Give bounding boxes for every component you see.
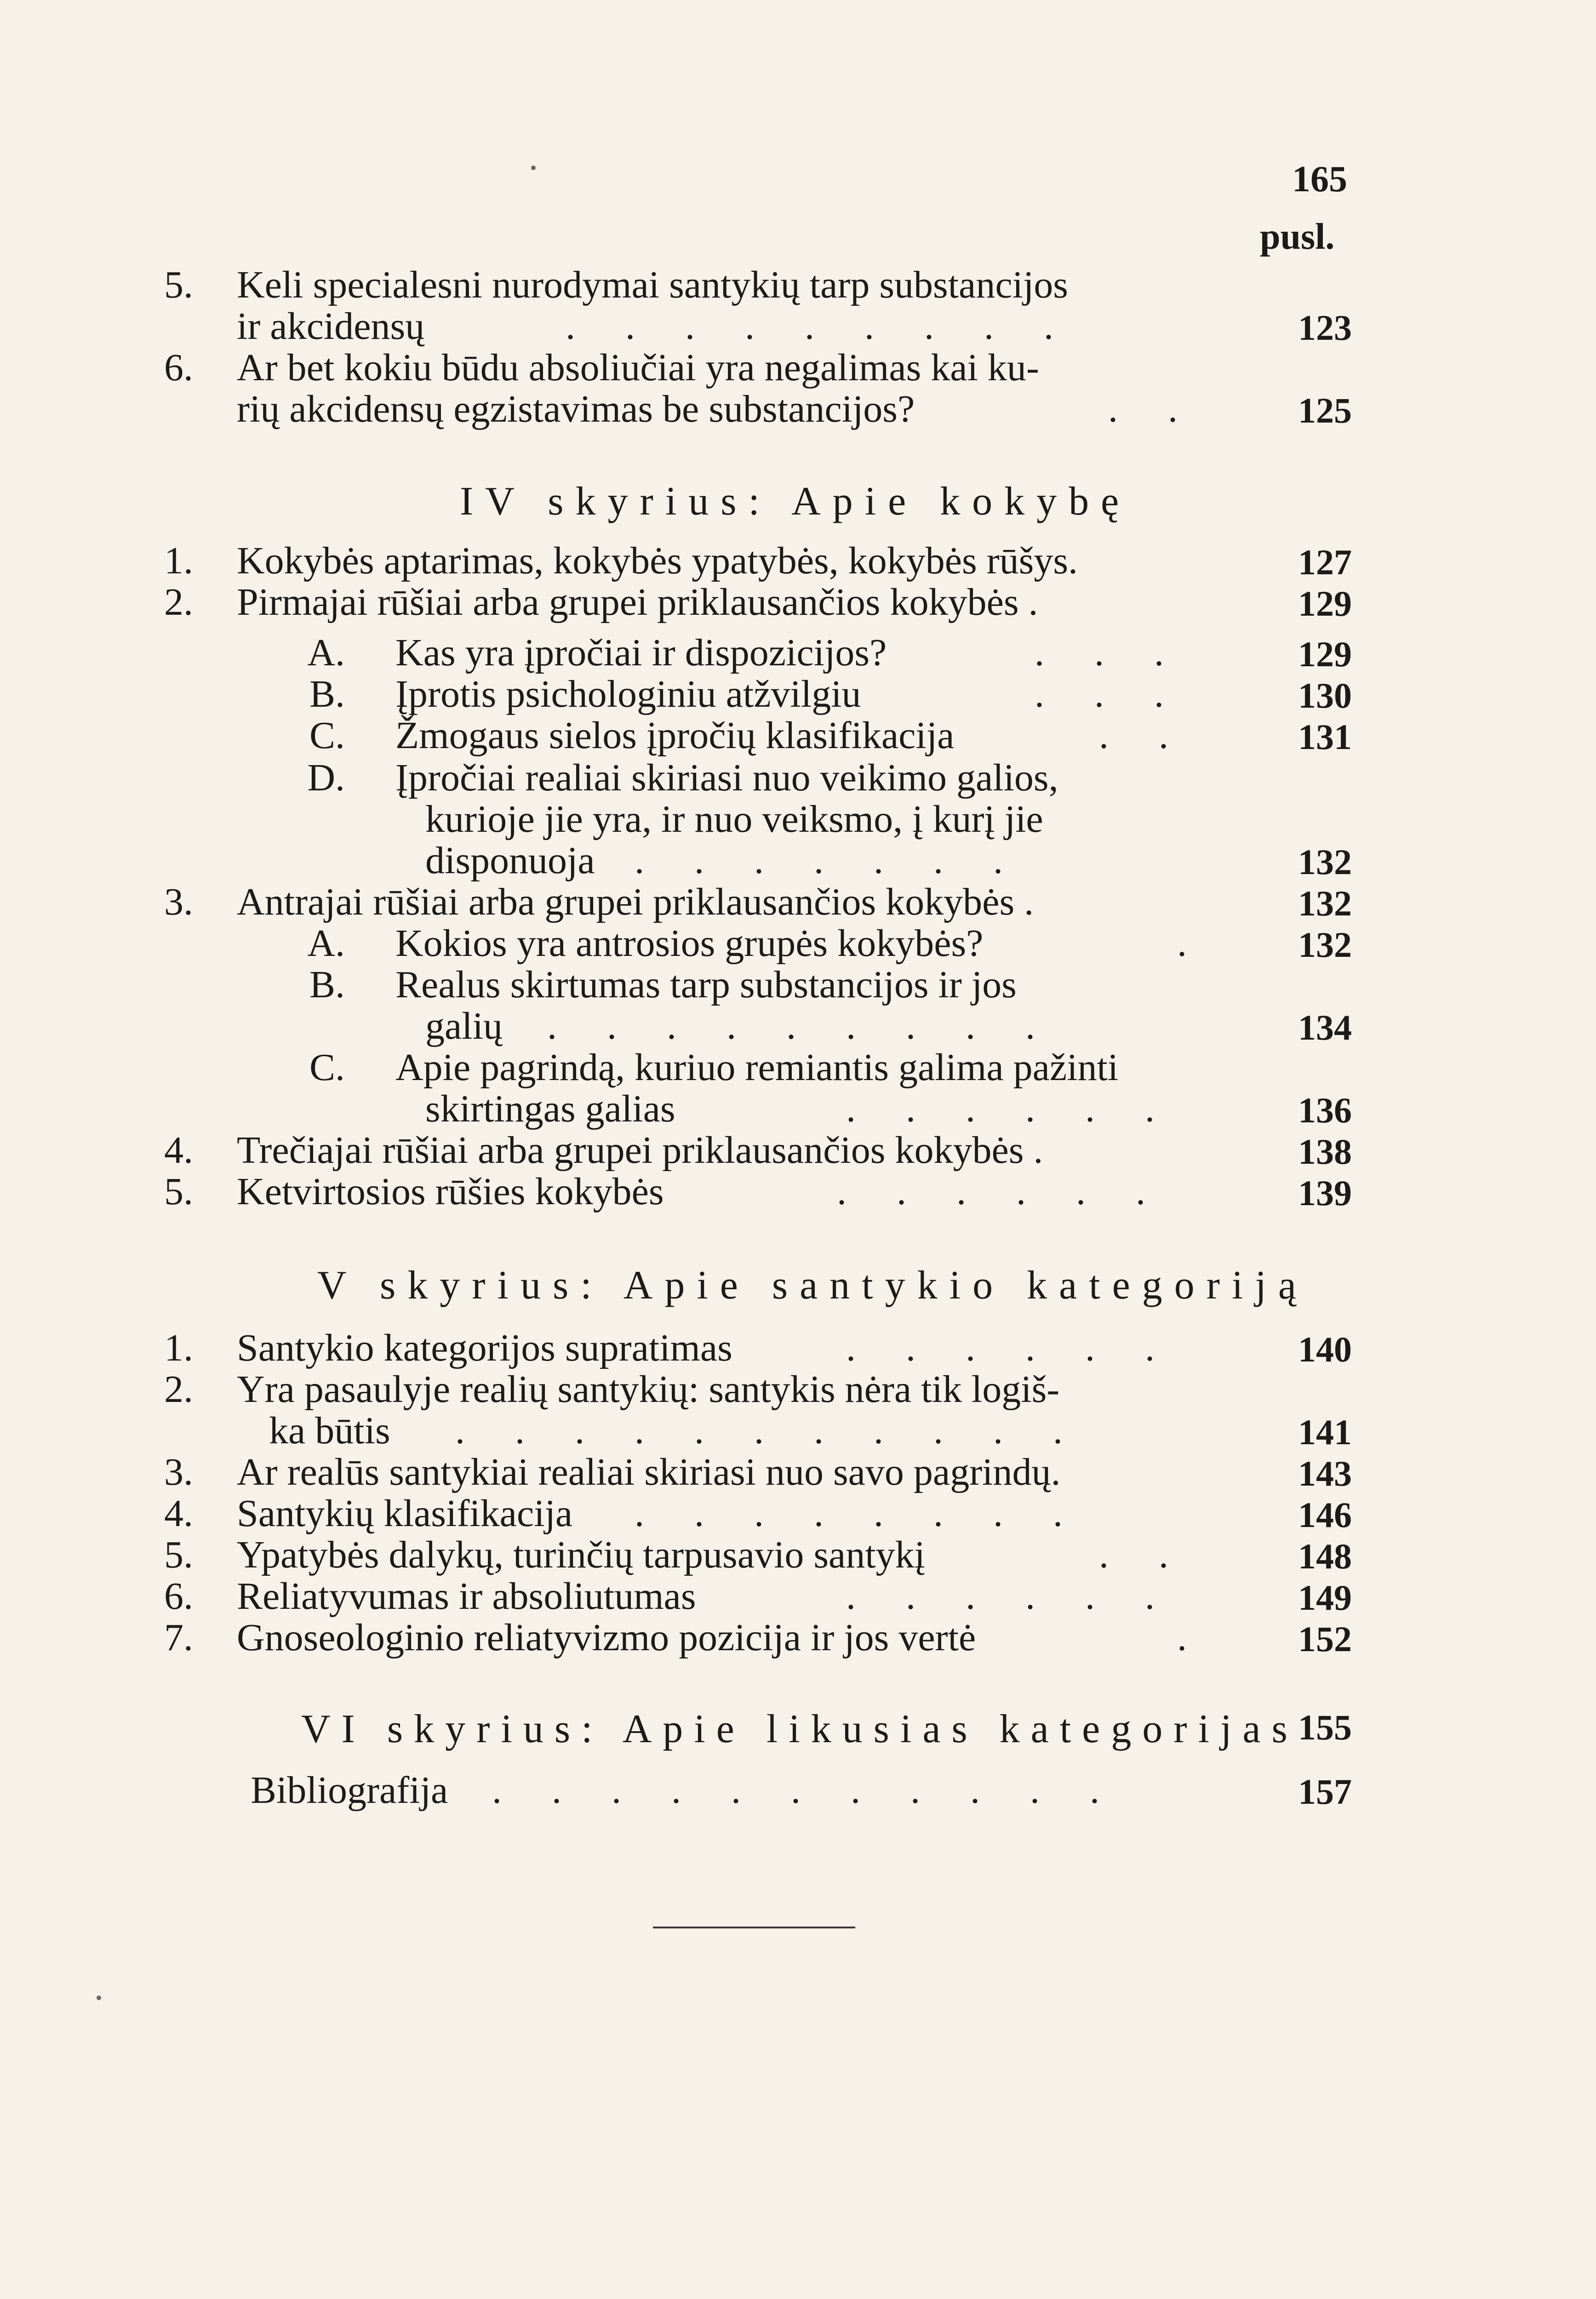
entry-number: 5.	[164, 1533, 193, 1576]
page-ref: 152	[1298, 1619, 1352, 1659]
entry-number: 2.	[164, 581, 193, 623]
leader-dots: . . . . . . . . . . .	[492, 1769, 1120, 1812]
page-ref: 132	[1298, 925, 1352, 965]
page-ref: 129	[1298, 634, 1352, 674]
page-ref: 148	[1298, 1536, 1352, 1576]
page-ref: 123	[1298, 308, 1352, 348]
leader-dots: . .	[1108, 388, 1198, 430]
bibliography-label: Bibliografija	[251, 1769, 448, 1812]
page-ref: 132	[1298, 842, 1352, 882]
leader-dots: . . . . . .	[846, 1327, 1175, 1369]
page-ref: 155	[1298, 1707, 1352, 1747]
entry-text: Ketvirtosios rūšies kokybės	[237, 1170, 664, 1213]
page-ref: 127	[1298, 542, 1352, 582]
entry-text: Antrajai rūšiai arba grupei priklausančios kokybės .	[237, 881, 1034, 923]
leader-dots: . . . . . .	[846, 1575, 1175, 1618]
entry-text: Yra pasaulyje realių santykių: santykis nėra tik logiš-	[237, 1368, 1060, 1411]
entry-text: skirtingas galias	[425, 1087, 675, 1130]
pages-label: pusl.	[1260, 217, 1335, 257]
leader-dots: . .	[1099, 1533, 1189, 1576]
entry-text: Kokybės aptarimas, kokybės ypatybės, kokybės rūšys.	[237, 539, 1078, 582]
entry-text: Kas yra įpročiai ir dispozicijos?	[395, 631, 887, 674]
leader-dots: . . . . . . . . .	[566, 305, 1074, 348]
chapter-title: VI skyrius: Apie likusias kategorijas	[301, 1707, 1299, 1751]
paper-speck	[531, 166, 536, 170]
leader-dots: . . . . . .	[837, 1170, 1166, 1213]
entry-text: disponuoja	[425, 839, 595, 882]
entry-number: 4.	[164, 1492, 193, 1535]
page-ref: 131	[1298, 717, 1352, 757]
chapter-title: IV skyrius: Apie kokybę	[460, 479, 1131, 524]
entry-text: Trečiajai rūšiai arba grupei priklausančios kokybės .	[237, 1129, 1043, 1172]
entry-text: Įpročiai realiai skiriasi nuo veikimo galios,	[395, 756, 1058, 799]
entry-text: Reliatyvumas ir absoliutumas	[237, 1575, 696, 1618]
entry-text: Žmogaus sielos įpročių klasifikacija	[395, 714, 955, 757]
entry-number: C.	[309, 714, 345, 757]
leader-dots: . . . . . .	[846, 1087, 1175, 1130]
entry-text: Realus skirtumas tarp substancijos ir jos	[395, 963, 1017, 1006]
entry-number: 1.	[164, 1327, 193, 1369]
entry-number: 1.	[164, 539, 193, 582]
entry-text: Santykio kategorijos supratimas	[237, 1327, 732, 1369]
entry-text: Keli specialesni nurodymai santykių tarp substancijos	[237, 263, 1068, 306]
page-ref: 136	[1298, 1090, 1352, 1130]
entry-number: A.	[307, 922, 345, 965]
page-ref: 132	[1298, 883, 1352, 923]
leader-dots: . .	[1099, 714, 1189, 757]
entry-number: 5.	[164, 263, 193, 306]
page-ref: 141	[1298, 1412, 1352, 1452]
page-ref: 129	[1298, 583, 1352, 623]
page-ref: 140	[1298, 1329, 1352, 1369]
entry-text: Ypatybės dalykų, turinčių tarpusavio santykį	[237, 1533, 925, 1576]
entry-number: A.	[307, 631, 345, 674]
end-rule	[653, 1927, 855, 1928]
entry-text: Gnoseologinio reliatyvizmo pozicija ir jos vertė	[237, 1616, 976, 1659]
entry-number: 7.	[164, 1616, 193, 1659]
leader-dots: .	[1177, 1616, 1207, 1659]
entry-number: 2.	[164, 1368, 193, 1411]
leader-dots: . . .	[1035, 673, 1184, 715]
entry-text: Santykių klasifikacija	[237, 1492, 573, 1535]
page-ref: 146	[1298, 1495, 1352, 1535]
page-ref: 130	[1298, 675, 1352, 715]
entry-number: B.	[309, 963, 345, 1006]
entry-text: Ar realūs santykiai realiai skiriasi nuo savo pagrindų.	[237, 1451, 1061, 1493]
page-ref: 157	[1298, 1772, 1352, 1812]
leader-dots: . . . . . . . .	[635, 1492, 1083, 1535]
leader-dots: . . . . . . .	[635, 839, 1023, 882]
page-ref: 149	[1298, 1578, 1352, 1618]
leader-dots: . . . . . . . . . . .	[455, 1409, 1083, 1452]
entry-number: 6.	[164, 346, 193, 389]
entry-number: 3.	[164, 881, 193, 923]
entry-text: kurioje jie yra, ir nuo veiksmo, į kurį jie	[425, 798, 1043, 841]
entry-number: 4.	[164, 1129, 193, 1172]
entry-number: B.	[309, 673, 345, 715]
leader-dots: . . .	[1035, 631, 1184, 674]
leader-dots: . . . . . . . . .	[547, 1005, 1055, 1047]
entry-text: galių	[425, 1005, 503, 1047]
entry-text: ka būtis	[269, 1409, 390, 1452]
page-ref: 139	[1298, 1173, 1352, 1213]
entry-text: Apie pagrindą, kuriuo remiantis galima pažinti	[395, 1046, 1119, 1089]
entry-number: 5.	[164, 1170, 193, 1213]
entry-text: Įprotis psichologiniu atžvilgiu	[395, 673, 861, 715]
entry-text: Ar bet kokiu būdu absoliučiai yra negalimas kai ku-	[237, 346, 1039, 389]
leader-dots: .	[1177, 922, 1207, 965]
paper-speck	[97, 1996, 101, 2000]
page-ref: 138	[1298, 1132, 1352, 1172]
chapter-title: V skyrius: Apie santykio kategoriją	[317, 1263, 1308, 1308]
entry-number: D.	[307, 756, 345, 799]
entry-text: Kokios yra antrosios grupės kokybės?	[395, 922, 984, 965]
entry-number: 3.	[164, 1451, 193, 1493]
page-number: 165	[1292, 159, 1347, 200]
page-ref: 134	[1298, 1007, 1352, 1047]
entry-number: C.	[309, 1046, 345, 1089]
entry-text: ir akcidensų	[237, 305, 425, 348]
entry-text: rių akcidensų egzistavimas be substancijos?	[237, 388, 915, 430]
entry-text: Pirmajai rūšiai arba grupei priklausančios kokybės .	[237, 581, 1038, 623]
page-ref: 125	[1298, 390, 1352, 430]
entry-number: 6.	[164, 1575, 193, 1618]
page-ref: 143	[1298, 1453, 1352, 1493]
